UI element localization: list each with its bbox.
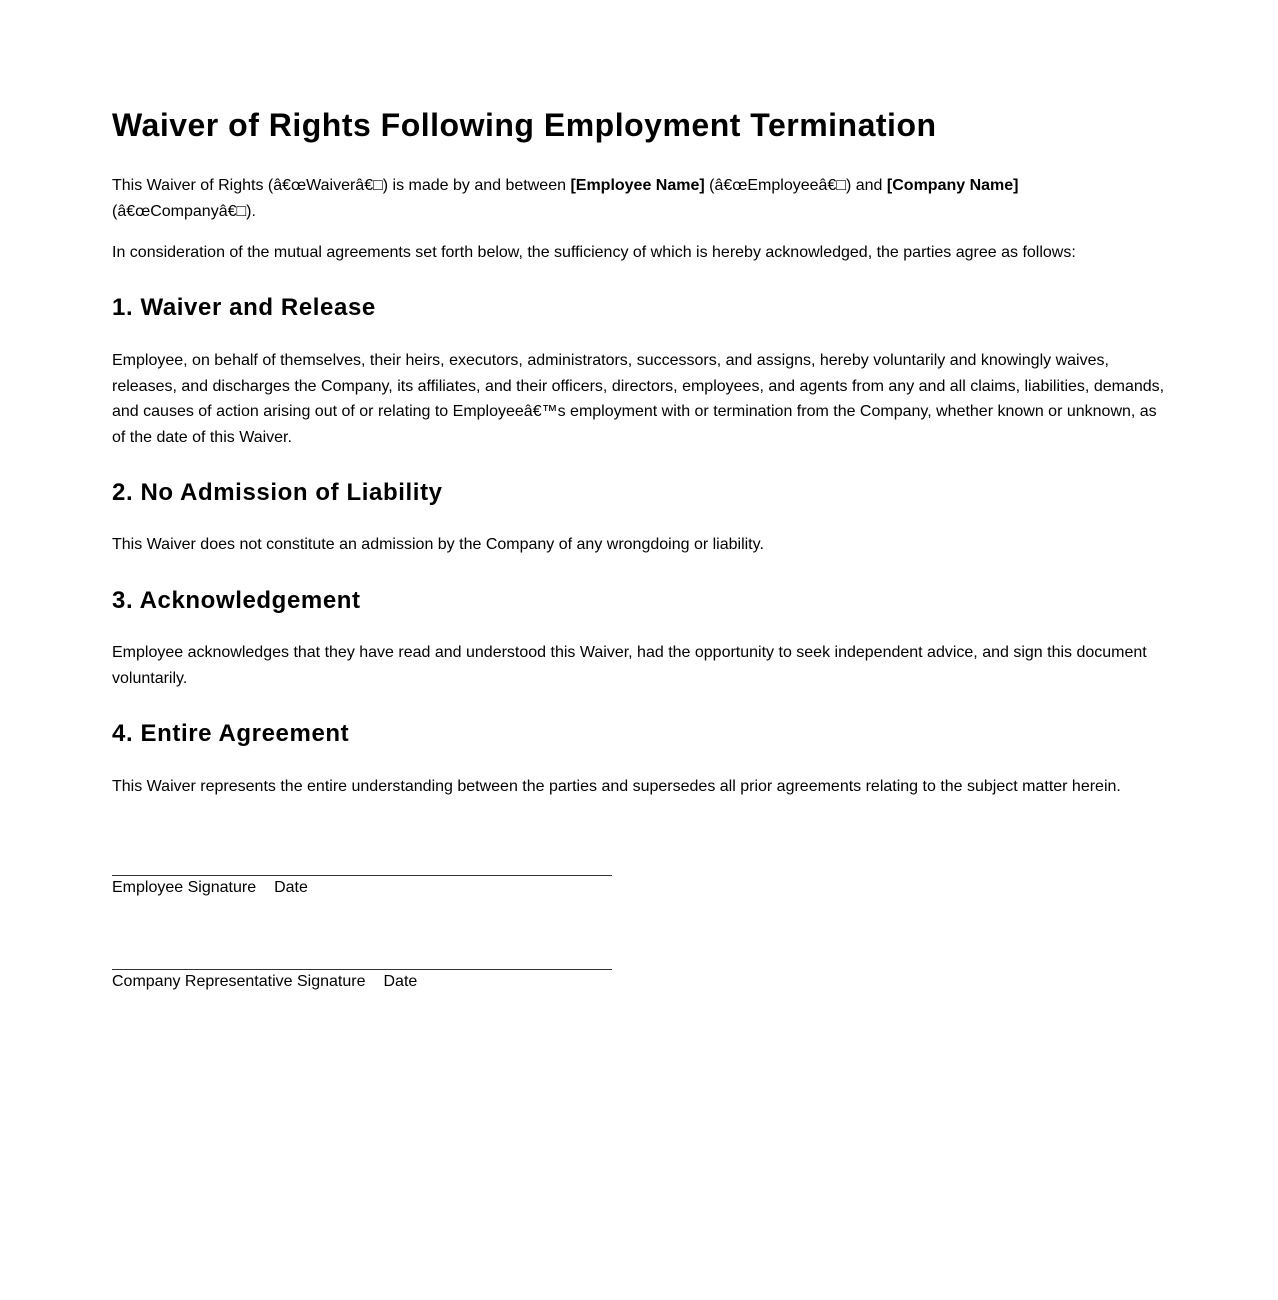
section-heading-waiver-release: 1. Waiver and Release xyxy=(112,294,376,321)
company-name-placeholder: [Company Name] xyxy=(886,177,1019,194)
section-heading-no-admission: 2. No Admission of Liability xyxy=(112,479,443,506)
employee-name-placeholder: [Employee Name] xyxy=(570,177,705,194)
intro-paragraph xyxy=(112,173,1168,224)
employee-date-label: Date xyxy=(274,879,308,896)
employee-signature-block xyxy=(112,875,612,898)
intro-text-1: This Waiver of Rights (â€œWaiverâ€□) is made by and between xyxy=(112,177,571,194)
consideration-paragraph: In consideration of the mutual agreements set forth below, the sufficiency of which is hereby acknowledged, the parties agree as follows: xyxy=(112,244,1076,261)
intro-text-3: (â€œCompanyâ€□). xyxy=(112,202,256,220)
company-signature-label: Company Representative Signature xyxy=(112,973,366,990)
company-date-label: Date xyxy=(383,973,418,990)
section-body-entire-agreement: This Waiver represents the entire understanding between the parties and supersedes all prior agreements relating to the subject matter herein. xyxy=(112,778,1121,795)
employee-signature-label-row xyxy=(112,878,612,898)
section-heading-acknowledgement: 3. Acknowledgement xyxy=(112,587,361,614)
company-signature-line xyxy=(112,969,612,970)
company-signature-label-row xyxy=(112,972,612,992)
document-title: Waiver of Rights Following Employment Termination xyxy=(112,107,937,143)
intro-text-2: (â€œEmployeeâ€□) and xyxy=(704,177,887,194)
section-body-no-admission: This Waiver does not constitute an admission by the Company of any wrongdoing or liability. xyxy=(112,536,764,553)
section-body-waiver-release: Employee, on behalf of themselves, their heirs, executors, administrators, successors, and assigns, hereby voluntarily and knowingly waives, releases, and discharges the Company, its affiliates, and their officers, directors, employees, and agents from any and all claims, liabilities, demands, and causes of action arising out of or relating to Employeeâ€™s employment with or termination from the Company, whether known or unknown, as of the date of this Waiver. xyxy=(112,352,1165,446)
employee-signature-line xyxy=(112,875,612,876)
section-heading-entire-agreement: 4. Entire Agreement xyxy=(112,720,350,747)
employee-signature-label: Employee Signature xyxy=(112,879,257,896)
company-signature-block xyxy=(112,969,612,992)
section-body-acknowledgement: Employee acknowledges that they have read and understood this Waiver, had the opportunity to seek independent advice, and sign this document voluntarily. xyxy=(112,644,1147,687)
